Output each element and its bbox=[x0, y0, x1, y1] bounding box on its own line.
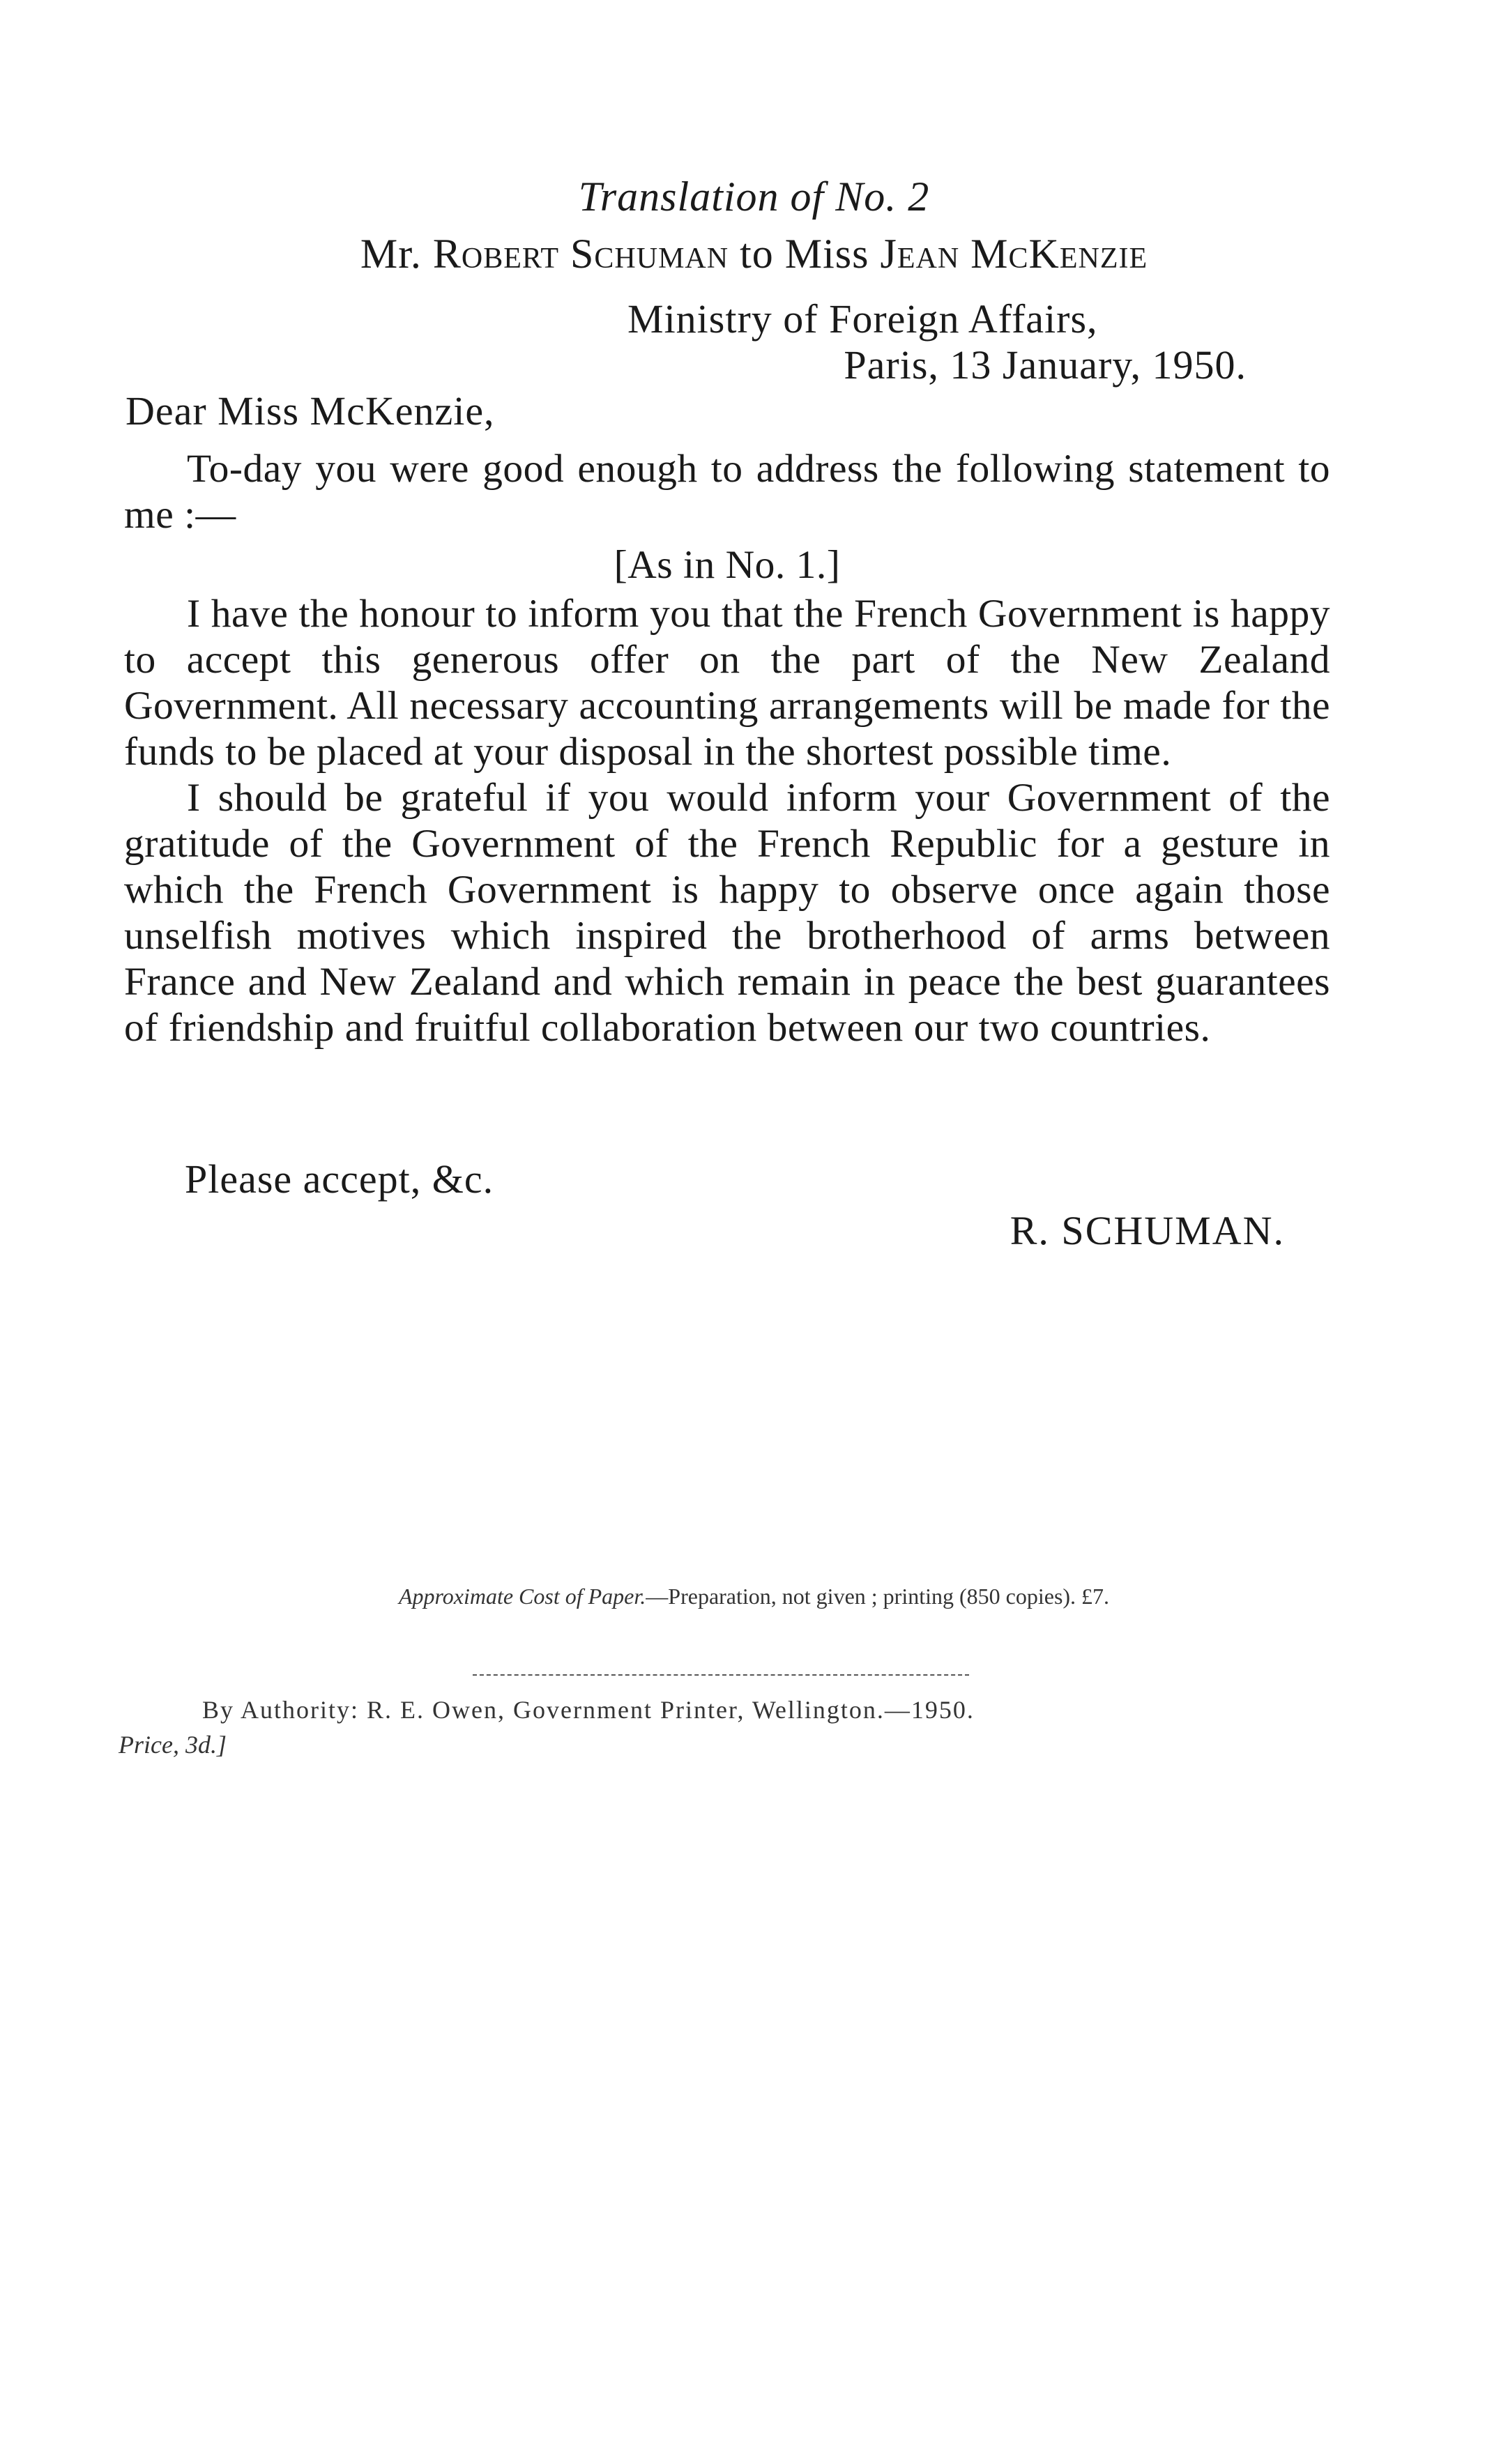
letter-body bbox=[124, 446, 1330, 1051]
sender-prefix: Mr. bbox=[360, 231, 422, 277]
cost-footnote bbox=[0, 1584, 1508, 1609]
recipient-name: Jean McKenzie bbox=[880, 231, 1148, 277]
recipient-prefix: Miss bbox=[784, 231, 869, 277]
price-note: Price, 3d.] bbox=[119, 1731, 227, 1759]
paragraph-statement: To-day you were good enough to address the following statement to me :— bbox=[124, 447, 1330, 537]
signature: R. SCHUMAN. bbox=[1010, 1208, 1285, 1253]
correspondence-parties bbox=[0, 230, 1508, 278]
salutation: Dear Miss McKenzie, bbox=[125, 388, 495, 434]
paragraph-gratitude: I should be grateful if you would inform your Government of the gratitude of the Government of the French Republic for a gesture in which the French Government is happy to observe once again those unselfish motives which inspired the brotherhood of arms between France and New Zealand and which remain in peace the best guarantees of friendship and fruitful collaboration between our two countries. bbox=[124, 776, 1330, 1050]
connector-word: to bbox=[740, 231, 774, 277]
divider-rule bbox=[473, 1674, 969, 1676]
footnote-text: —Preparation, not given ; printing (850 copies). £7. bbox=[646, 1584, 1110, 1609]
letter-date: Paris, 13 January, 1950. bbox=[844, 342, 1247, 388]
reference-note: [As in No. 1.] bbox=[614, 543, 841, 587]
footnote-label: Approximate Cost of Paper. bbox=[398, 1584, 646, 1609]
closing-line: Please accept, &c. bbox=[185, 1156, 494, 1202]
sender-place: Ministry of Foreign Affairs, bbox=[627, 296, 1098, 342]
paragraph-acceptance: I have the honour to inform you that the French Government is happy to accept this generous offer on the part of the New Zealand Government. All necessary accounting arrangements will be made for the funds to be placed at your disposal in the shortest possible time. bbox=[124, 592, 1330, 774]
document-title: Translation of No. 2 bbox=[578, 174, 930, 220]
printer-imprint: By Authority: R. E. Owen, Government Printer, Wellington.—1950. bbox=[202, 1696, 975, 1724]
sender-name: Robert Schuman bbox=[432, 231, 729, 277]
